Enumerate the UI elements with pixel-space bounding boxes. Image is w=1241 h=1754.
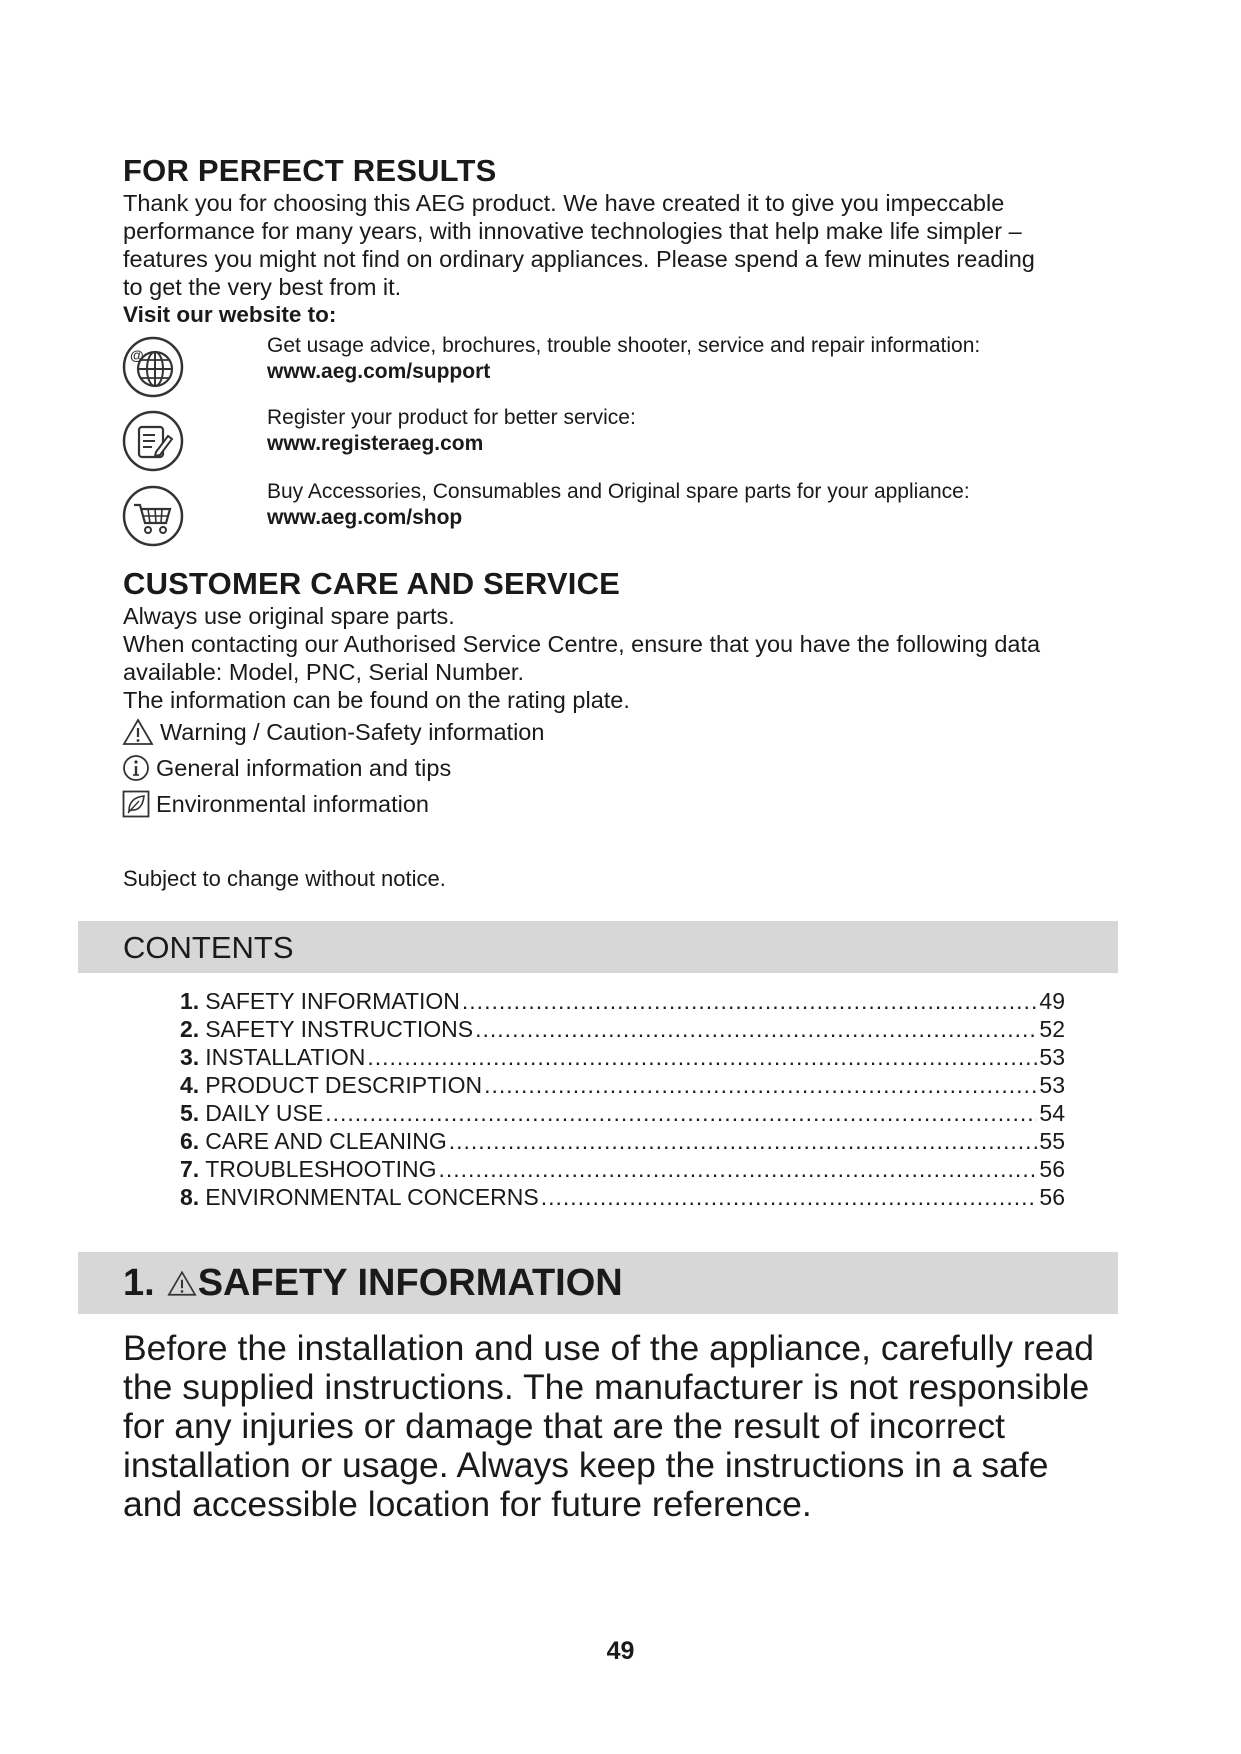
svg-text:@: @ <box>130 347 144 363</box>
change-notice: Subject to change without notice. <box>123 866 446 891</box>
toc-title: CARE AND CLEANING <box>205 1128 447 1154</box>
text-line: Before the installation and use of the appliance, carefully read <box>123 1328 1094 1368</box>
website-shop-link[interactable]: www.aeg.com/shop <box>267 506 463 529</box>
toc-page: 53 <box>1039 1044 1065 1070</box>
toc-number: 8. <box>180 1184 200 1210</box>
toc-number: 4. <box>180 1072 200 1098</box>
toc-page: 56 <box>1039 1184 1065 1210</box>
visit-website-label: Visit our website to: <box>123 302 337 327</box>
contents-heading: CONTENTS <box>123 930 294 965</box>
toc-leader <box>462 987 1038 1015</box>
toc-title: TROUBLESHOOTING <box>205 1156 437 1182</box>
toc-title: DAILY USE <box>205 1100 324 1126</box>
toc-entry[interactable] <box>180 1155 1065 1183</box>
toc-title: ENVIRONMENTAL CONCERNS <box>205 1184 539 1210</box>
toc-entry[interactable] <box>180 1183 1065 1211</box>
contents-list <box>180 987 1065 1211</box>
toc-number: 2. <box>180 1016 200 1042</box>
website-support-link[interactable]: www.aeg.com/support <box>267 360 491 383</box>
toc-leader <box>367 1043 1037 1071</box>
toc-leader <box>325 1099 1037 1127</box>
text-line: Thank you for choosing this AEG product. We have created it to give you impeccable <box>123 190 1005 216</box>
website-support-text: Get usage advice, brochures, trouble shooter, service and repair information: <box>267 334 981 357</box>
text-line: features you might not find on ordinary appliances. Please spend a few minutes reading <box>123 246 1035 272</box>
toc-page: 55 <box>1039 1128 1065 1154</box>
toc-page: 49 <box>1039 988 1065 1014</box>
toc-entry[interactable] <box>180 987 1065 1015</box>
toc-page: 52 <box>1039 1016 1065 1042</box>
toc-page: 53 <box>1039 1072 1065 1098</box>
perfect-results-heading: FOR PERFECT RESULTS <box>123 153 497 188</box>
info-icon <box>122 754 150 782</box>
safety-title: SAFETY INFORMATION <box>197 1262 623 1304</box>
toc-entry[interactable] <box>180 1127 1065 1155</box>
warning-icon <box>167 1270 197 1297</box>
toc-leader <box>475 1015 1037 1043</box>
toc-leader <box>484 1071 1037 1099</box>
toc-number: 5. <box>180 1100 200 1126</box>
toc-number: 6. <box>180 1128 200 1154</box>
text-line: the supplied instructions. The manufacturer is not responsible <box>123 1367 1090 1407</box>
contents-band <box>78 921 1118 973</box>
text-line: performance for many years, with innovative technologies that help make life simpler – <box>123 218 1022 244</box>
symbol-warning-row <box>122 718 544 746</box>
symbol-environment-row <box>122 790 429 818</box>
text-line: and accessible location for future reference. <box>123 1484 812 1524</box>
toc-entry[interactable] <box>180 1099 1065 1127</box>
toc-number: 3. <box>180 1044 200 1070</box>
globe-icon <box>122 336 184 398</box>
symbol-info-label: General information and tips <box>156 754 452 781</box>
leaf-icon <box>122 790 150 818</box>
text-line: When contacting our Authorised Service Centre, ensure that you have the following data <box>123 631 1041 657</box>
website-register-link[interactable]: www.registeraeg.com <box>267 432 484 455</box>
symbol-environment-label: Environmental information <box>156 790 429 817</box>
text-line: available: Model, PNC, Serial Number. <box>123 659 524 685</box>
toc-page: 54 <box>1039 1100 1065 1126</box>
warning-icon <box>122 718 154 746</box>
toc-title: INSTALLATION <box>205 1044 366 1070</box>
website-register-text: Register your product for better service: <box>267 406 636 429</box>
perfect-results-text <box>123 189 1123 301</box>
register-icon <box>122 410 184 472</box>
text-line: for any injuries or damage that are the result of incorrect <box>123 1406 1006 1446</box>
text-line: The information can be found on the rating plate. <box>123 687 630 713</box>
toc-title: PRODUCT DESCRIPTION <box>205 1072 483 1098</box>
safety-heading <box>123 1262 623 1305</box>
toc-leader <box>439 1155 1038 1183</box>
safety-intro <box>123 1329 1133 1524</box>
toc-entry[interactable] <box>180 1071 1065 1099</box>
text-line: to get the very best from it. <box>123 274 402 300</box>
symbol-warning-label: Warning / Caution-Safety information <box>160 718 545 745</box>
toc-title: SAFETY INSTRUCTIONS <box>205 1016 474 1042</box>
toc-number: 1. <box>180 988 200 1014</box>
symbol-info-row <box>122 754 451 782</box>
toc-number: 7. <box>180 1156 200 1182</box>
text-line: installation or usage. Always keep the instructions in a safe <box>123 1445 1049 1485</box>
toc-page: 56 <box>1039 1156 1065 1182</box>
toc-entry[interactable] <box>180 1043 1065 1071</box>
customer-care-text <box>123 602 1123 714</box>
customer-care-heading: CUSTOMER CARE AND SERVICE <box>123 566 621 601</box>
website-shop-text: Buy Accessories, Consumables and Original spare parts for your appliance: <box>267 480 970 503</box>
text-line: Always use original spare parts. <box>123 603 455 629</box>
cart-icon <box>122 485 184 547</box>
toc-leader <box>541 1183 1038 1211</box>
toc-leader <box>449 1127 1038 1155</box>
page-number: 49 <box>606 1637 635 1665</box>
safety-band <box>78 1252 1118 1314</box>
safety-number: 1. <box>123 1262 155 1304</box>
toc-title: SAFETY INFORMATION <box>205 988 460 1014</box>
toc-entry[interactable] <box>180 1015 1065 1043</box>
